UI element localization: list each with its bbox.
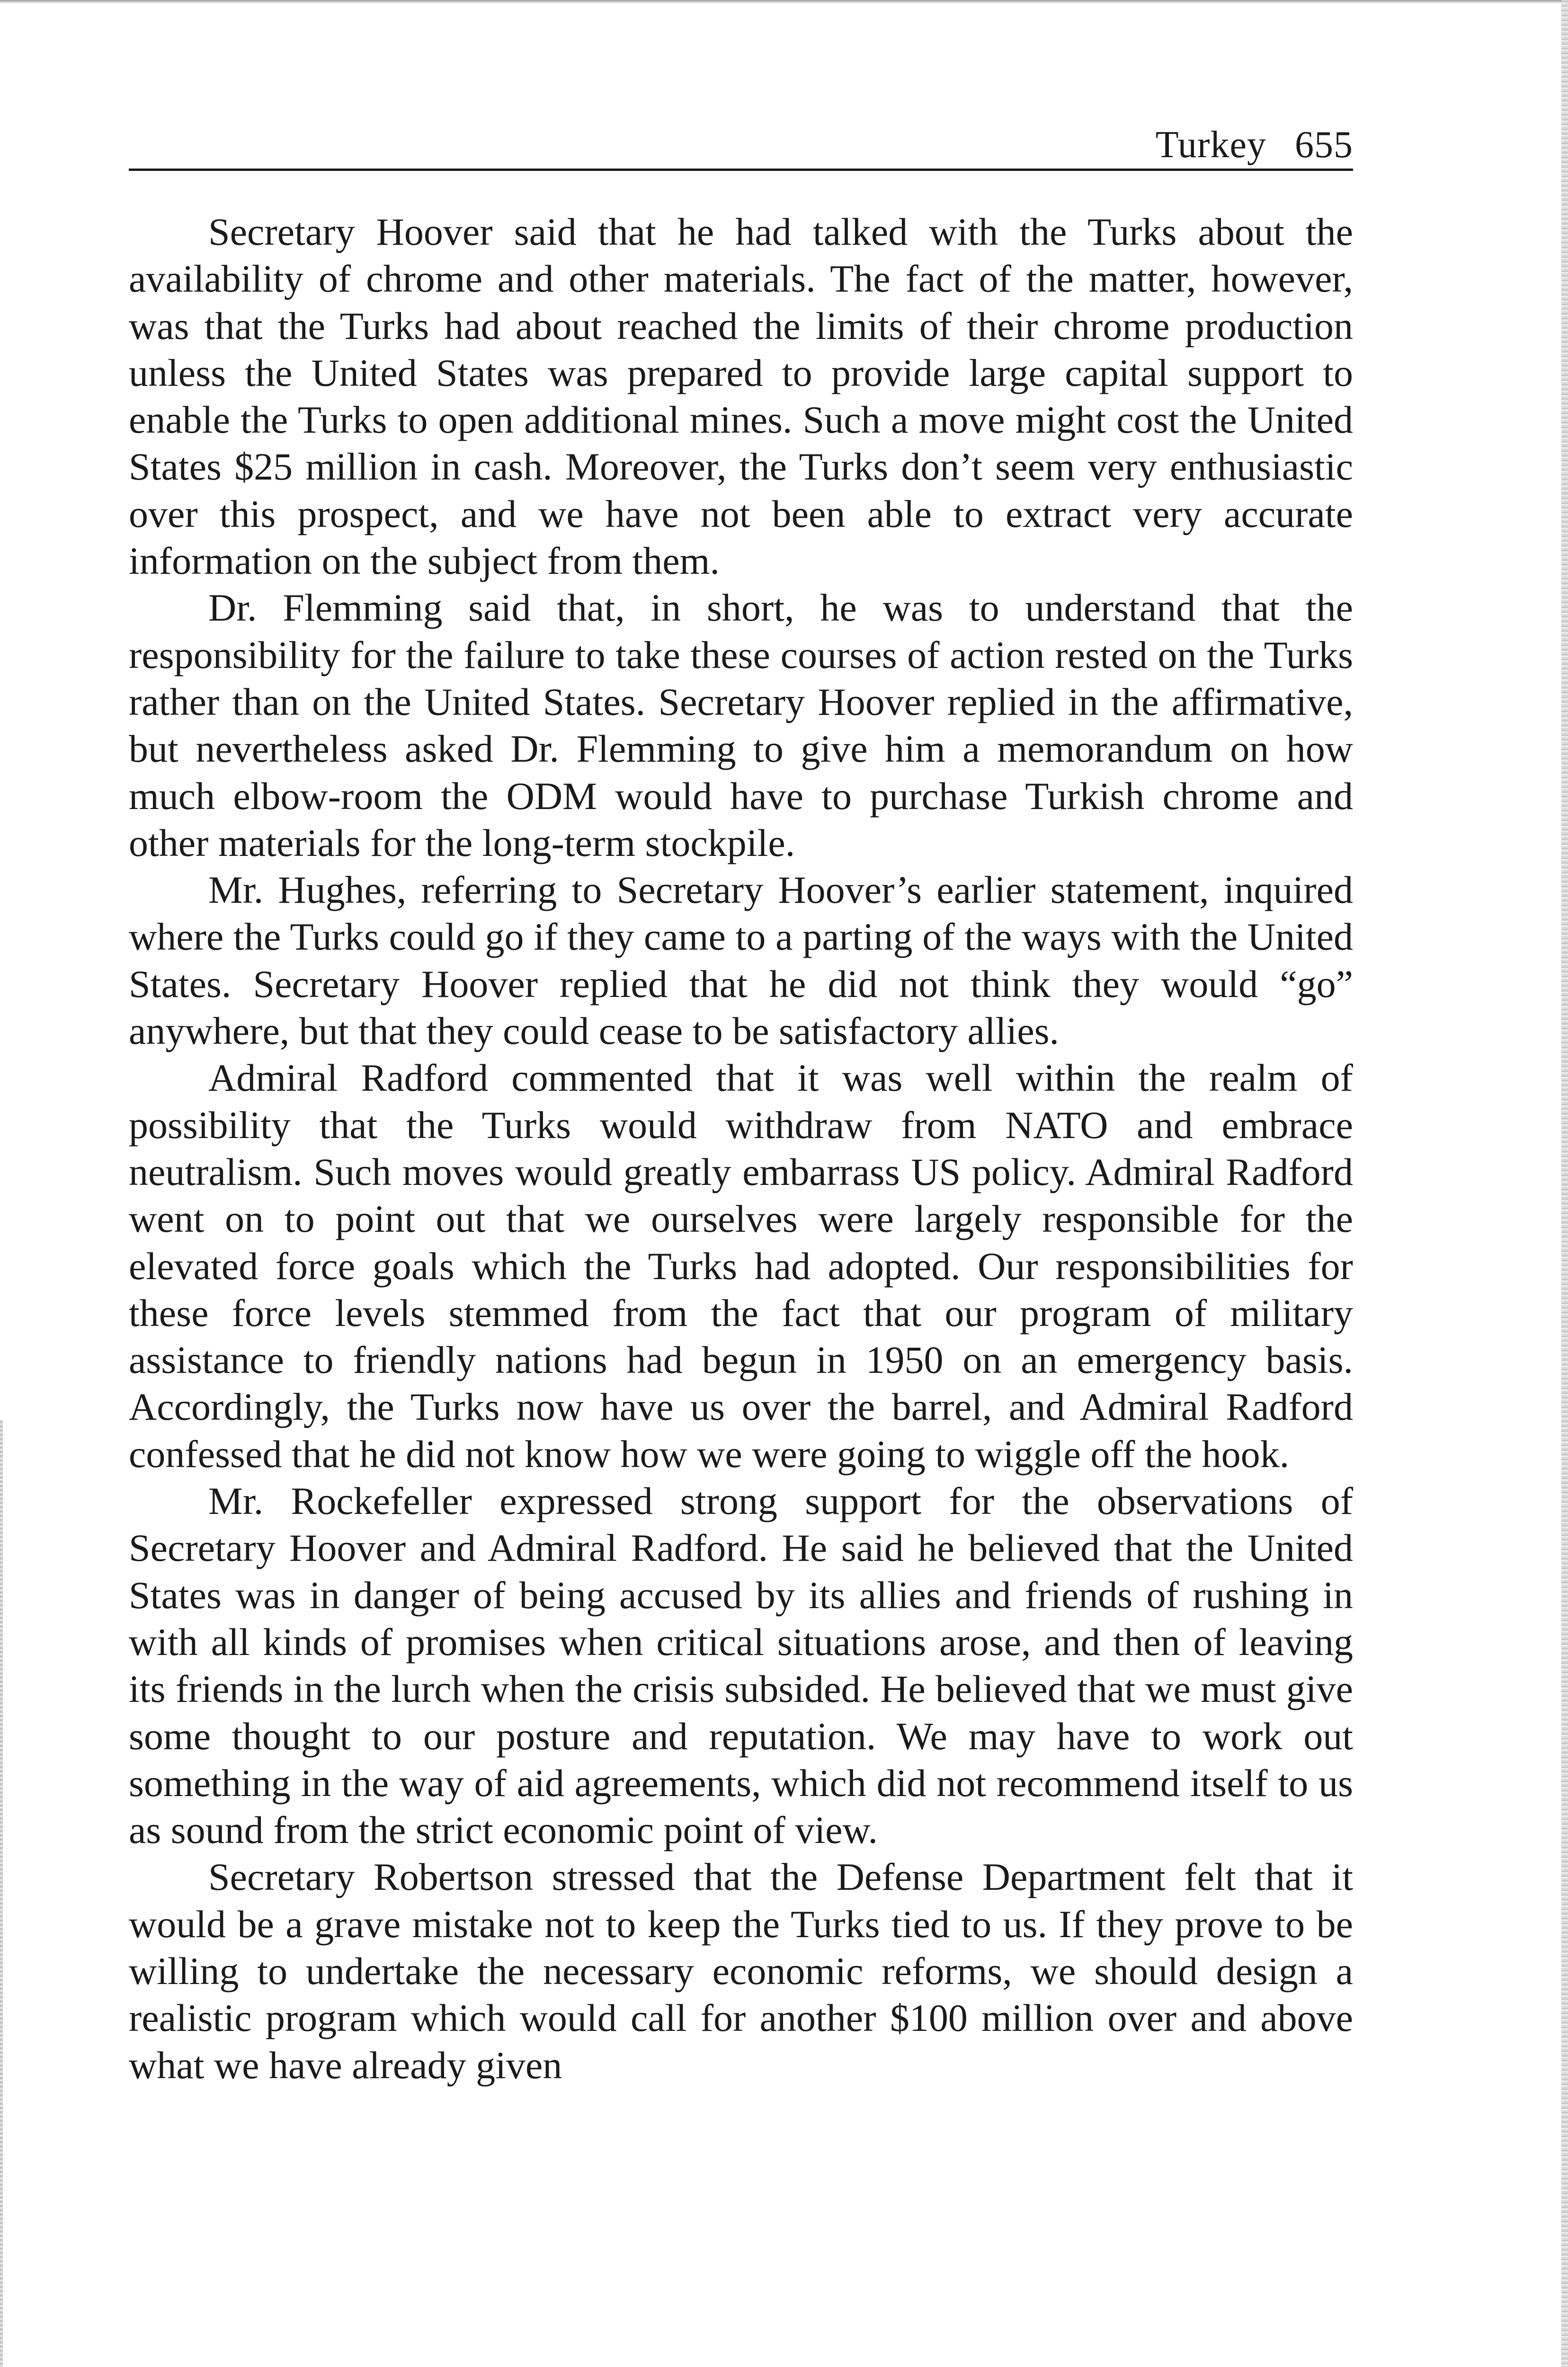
running-header: [129, 124, 1353, 171]
body-text: [129, 208, 1353, 2089]
page-number: 655: [1295, 124, 1353, 166]
paragraph-radford: Admiral Radford commented that it was well within the realm of possibility that the Turks would withdraw from NATO and embrace neutralism. Such moves would greatly embarrass US policy. Admiral Radford went on to point out that we ourselves were largely responsible for the elevated force goals which the Turks had adopted. Our responsibilities for these force levels stemmed from the fact that our program of military assistance to friendly nations had begun in 1950 on an emergency basis. Accordingly, the Turks now have us over the barrel, and Admiral Radford confessed that he did not know how we were going to wiggle off the hook.: [129, 1056, 1353, 1476]
paragraph-flemming: Dr. Flemming said that, in short, he was to understand that the responsibility for the failure to take these courses of action rested on the Turks rather than on the United States. Secretary Hoover replied in the affirmative, but nevertheless asked Dr. Flemming to give him a memorandum on how much elbow-room the ODM would have to purchase Turkish chrome and other materials for the long-term stockpile.: [129, 586, 1353, 864]
page-left-edge: [0, 1420, 3, 2367]
running-head: [1156, 124, 1353, 167]
paragraph-robertson: Secretary Robertson stressed that the Defense Department felt that it would be a grave mistake not to keep the Turks tied to us. If they prove to be willing to undertake the necessary economic reforms, we should design a realistic program which would call for another $100 million over and above what we have already given: [129, 1855, 1353, 2087]
page-top-edge: [0, 0, 1568, 4]
page-right-edge: [1561, 0, 1568, 2367]
paragraph-hoover-chrome: Secretary Hoover said that he had talked with the Turks about the availability of chrome and other materials. The fact of the matter, however, was that the Turks had about reached the limits of their chrome production unless the United States was prepared to provide large capital support to enable the Turks to open additional mines. Such a move might cost the United States $25 million in cash. Moreover, the Turks don’t seem very enthusiastic over this prospect, and we have not been able to extract very accurate information on the subject from them.: [129, 210, 1353, 583]
paragraph-rockefeller: Mr. Rockefeller expressed strong support for the observations of Secretary Hoover and Admiral Radford. He said he believed that the United States was in danger of being accused by its allies and friends of rushing in with all kinds of promises when critical situations arose, and then of leaving its friends in the lurch when the crisis subsided. He believed that we must give some thought to our posture and reputation. We may have to work out something in the way of aid agreements, which did not recommend itself to us as sound from the strict economic point of view.: [129, 1479, 1353, 1852]
section-title: Turkey: [1155, 124, 1266, 166]
paragraph-hughes: Mr. Hughes, referring to Secretary Hoover’s earlier statement, inquired where the Turks could go if they came to a parting of the ways with the United States. Secretary Hoover replied that he did not think they would “go” anywhere, but that they could cease to be satisfactory allies.: [129, 868, 1353, 1053]
